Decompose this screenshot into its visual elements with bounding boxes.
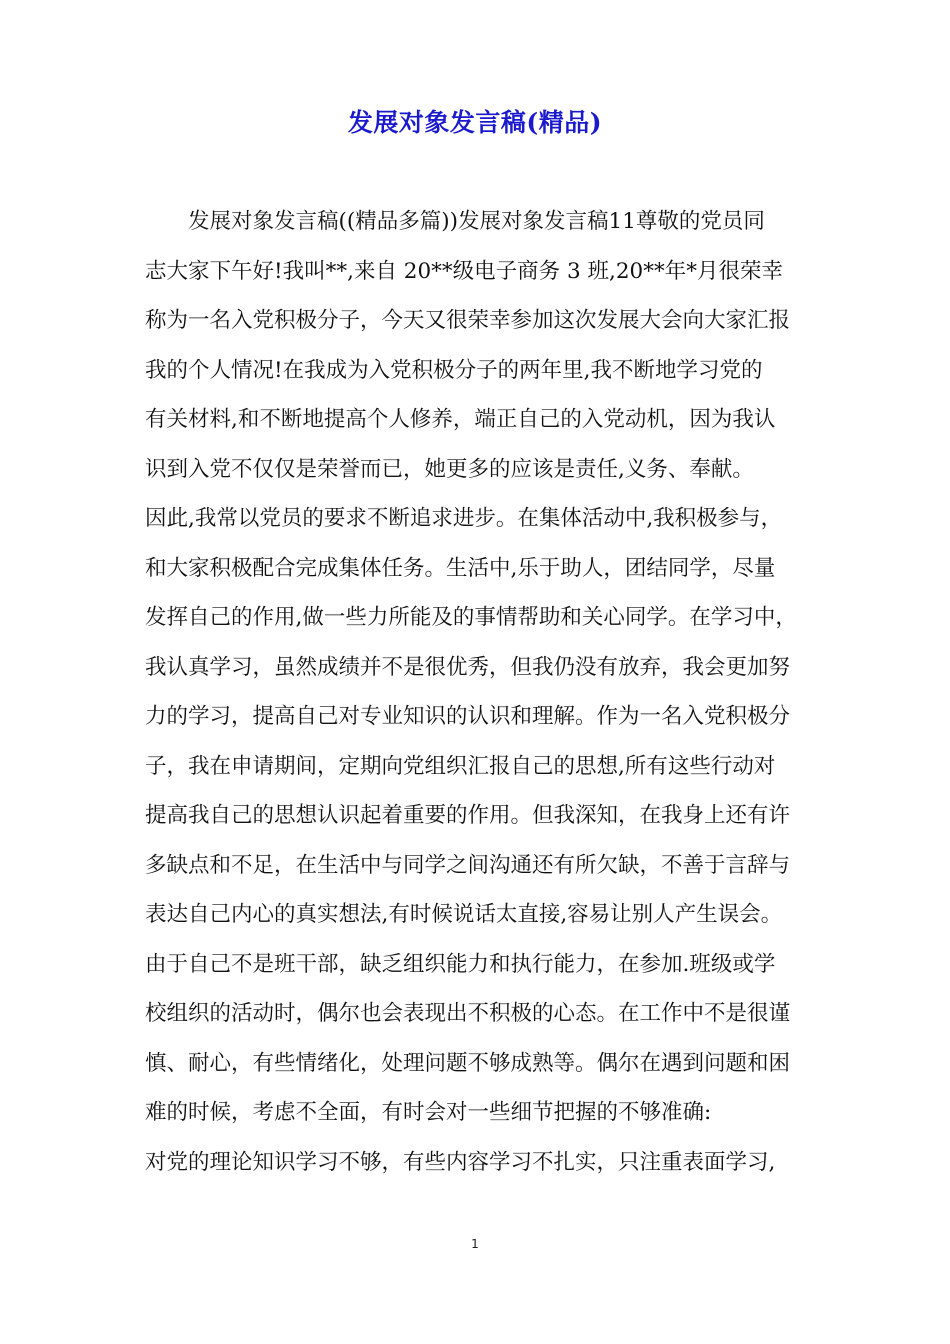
- body-line: 多缺点和不足，在生活中与同学之间沟通还有所欠缺，不善于言辞与: [145, 852, 791, 878]
- body-line: 表达自己内心的真实想法,有时候说话太直接,容易让别人产生误会。: [145, 902, 783, 927]
- body-line: 提高我自己的思想认识起着重要的作用。但我深知，在我身上还有许: [145, 803, 791, 828]
- body-line: 由于自己不是班干部，缺乏组织能力和执行能力，在参加.班级或学: [145, 951, 776, 977]
- body-line: 有关材料,和不断地提高个人修养，端正自己的入党动机，因为我认: [145, 407, 776, 432]
- body-line: 慎、耐心，有些情绪化，处理问题不够成熟等。偶尔在遇到问题和困: [145, 1050, 791, 1076]
- document-body: [145, 197, 815, 1187]
- body-line: 我认真学习，虽然成绩并不是很优秀，但我仍没有放弃，我会更加努: [145, 654, 791, 680]
- body-line: 对党的理论知识学习不够，有些内容学习不扎实，只注重表面学习,: [145, 1149, 776, 1175]
- body-line: 难的时候，考虑不全面，有时会对一些细节把握的不够准确:: [145, 1100, 712, 1125]
- body-line: 识到入党不仅仅是荣誉而已，她更多的应该是责任,义务、奉献。: [145, 456, 754, 482]
- body-line: 称为一名入党积极分子，今天又很荣幸参加这次发展大会向大家汇报: [145, 308, 791, 333]
- body-line: 志大家下午好!我叫**,来自 20**级电子商务 3 班,20**年*月很荣幸: [145, 258, 783, 284]
- body-line: 发挥自己的作用,做一些力所能及的事情帮助和关心同学。在学习中，: [145, 605, 797, 630]
- page-number: 1: [471, 1237, 479, 1251]
- body-line: 因此,我常以党员的要求不断追求进步。在集体活动中,我积极参与，: [145, 506, 783, 531]
- body-line: 力的学习，提高自己对专业知识的认识和理解。作为一名入党积极分: [145, 704, 791, 729]
- document-title: 发展对象发言稿(精品): [347, 108, 603, 137]
- body-line: 发展对象发言稿((精品多篇))发展对象发言稿11尊敬的党员同: [188, 209, 765, 234]
- body-line: 我的个人情况!在我成为入党积极分子的两年里,我不断地学习党的: [145, 357, 763, 383]
- body-line: 子，我在申请期间，定期向党组织汇报自己的思想,所有这些行动对: [145, 753, 776, 779]
- body-line: 校组织的活动时，偶尔也会表现出不积极的心态。在工作中不是很谨: [145, 1001, 791, 1026]
- body-line: 和大家积极配合完成集体任务。生活中,乐于助人，团结同学，尽量: [145, 555, 776, 581]
